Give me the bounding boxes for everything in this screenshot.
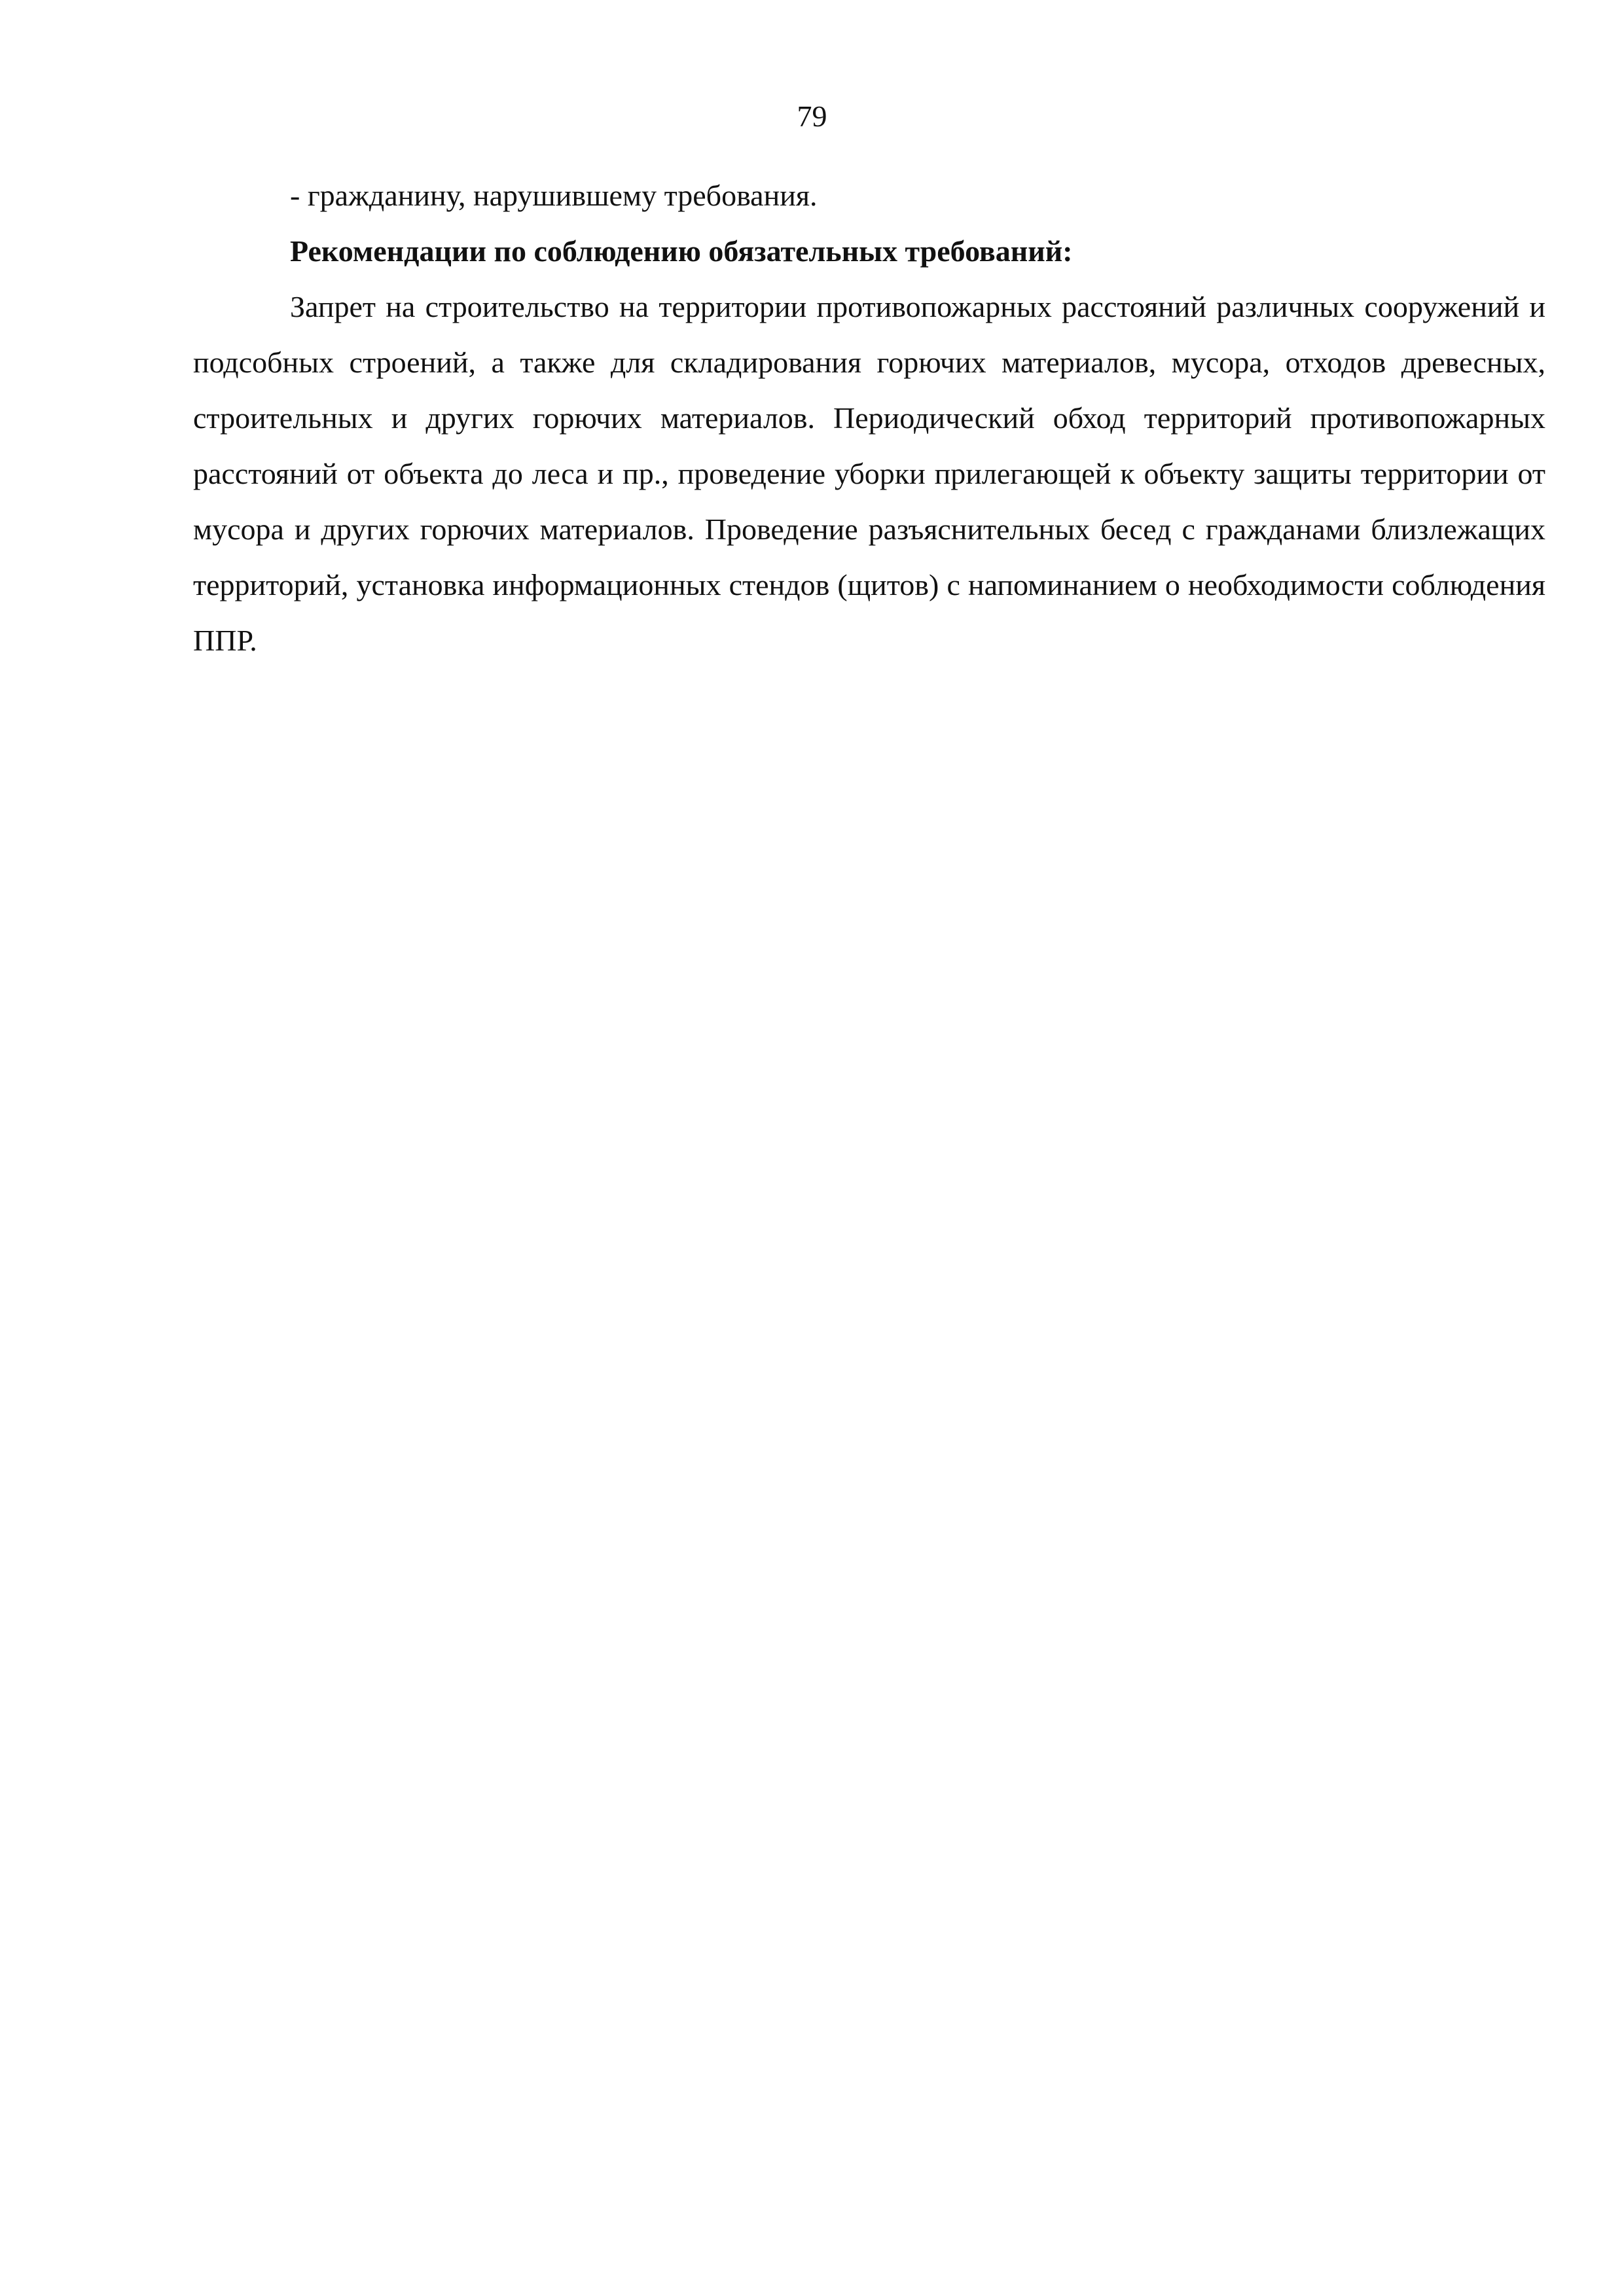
page-content bbox=[193, 168, 1545, 668]
citizen-line: - гражданину, нарушившему требования. bbox=[290, 179, 818, 212]
recommendations-heading: Рекомендации по соблюдению обязательных требований: bbox=[290, 234, 1073, 268]
page-number: 79 bbox=[797, 99, 827, 133]
recommendations-paragraph: Запрет на строительство на территории противопожарных расстояний различных сооружений и подсобных строений, а также для складирования горючих материалов, мусора, отходов древесных, строительных и других горючих материалов. Периодический обход территорий противопожарных расстояний от объекта до леса и пр., проведение уборки прилегающей к объекту защиты территории от мусора и других горючих материалов. Проведение разъяснительных бесед с гражданами близлежащих территорий, установка информационных стендов (щитов) с напоминанием о необходимости соблюдения ППР. bbox=[193, 290, 1545, 657]
